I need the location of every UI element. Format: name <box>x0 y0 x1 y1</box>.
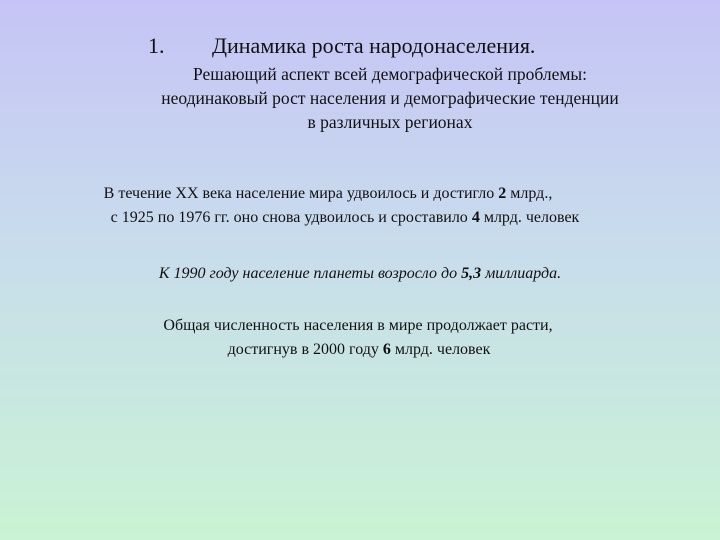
text-segment: млрд. человек <box>479 209 580 226</box>
highlight-number: 6 <box>382 341 391 358</box>
text-segment: млрд., <box>506 185 553 202</box>
subtitle-line-2: неодинаковый рост населения и демографические тенденции <box>161 88 619 108</box>
paragraph-2000 <box>0 314 720 362</box>
text-segment: достигнув в 2000 году <box>227 341 383 358</box>
text-segment: с 1925 по 1976 гг. оно снова удвоилось и сроставило <box>110 209 472 226</box>
text-segment: В течение XX века население мира удвоилось и достигло <box>103 185 499 202</box>
paragraph-3-line-2 <box>0 338 720 362</box>
text-segment: миллиарда. <box>481 265 562 282</box>
slide-title <box>148 32 535 60</box>
paragraph-1990 <box>0 262 720 286</box>
title-number: 1. <box>148 33 165 58</box>
highlight-number: 5,3 <box>461 265 482 282</box>
text-segment: млрд. человек <box>390 341 491 358</box>
paragraph-20th-century <box>0 182 720 230</box>
slide-subtitle <box>90 62 690 134</box>
title-text: Динамика роста народонаселения. <box>212 33 536 58</box>
subtitle-line-3: в различных регионах <box>307 112 473 132</box>
highlight-number: 4 <box>471 209 480 226</box>
paragraph-1-line-1 <box>0 182 720 206</box>
paragraph-3-line-1: Общая численность населения в мире продолжает расти, <box>163 317 553 334</box>
text-segment: К 1990 году население планеты возросло до <box>158 265 462 282</box>
highlight-number: 2 <box>498 185 507 202</box>
paragraph-1-line-2 <box>0 206 720 230</box>
subtitle-line-1: Решающий аспект всей демографической проблемы: <box>192 64 588 84</box>
